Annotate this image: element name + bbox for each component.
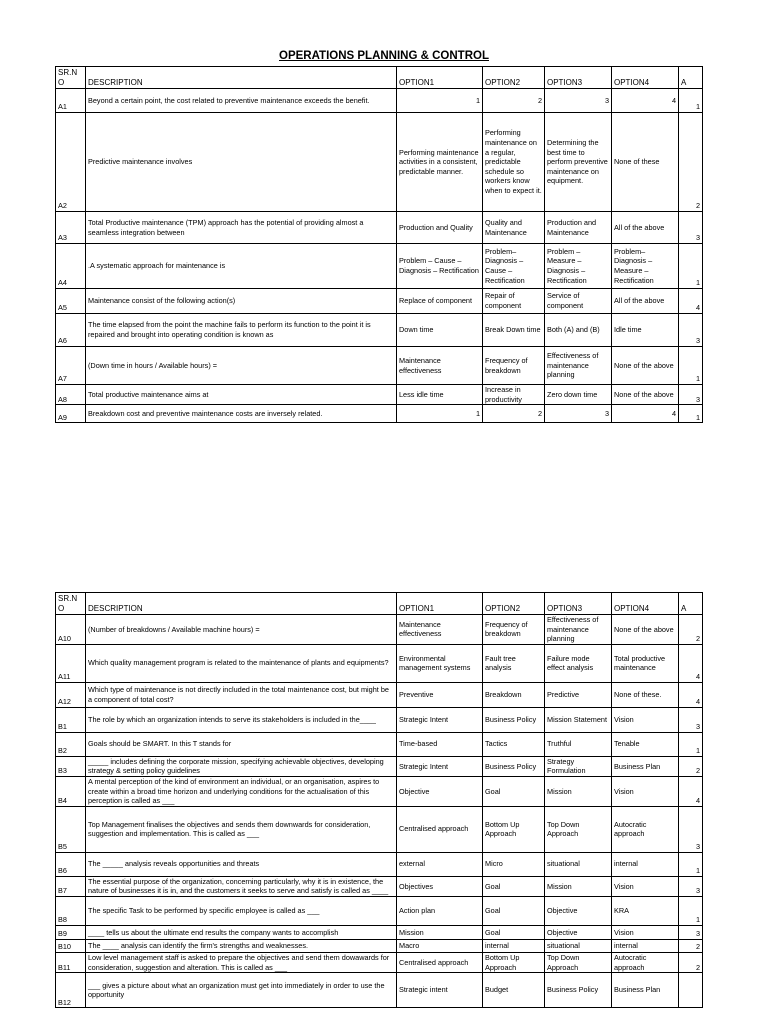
cell-sr-number: B5 — [56, 806, 86, 852]
cell-description: The time elapsed from the point the machine fails to perform its function to the point it is repaired and brought into operating condition is known as — [86, 314, 397, 347]
cell-description: Low level management staff is asked to prepare the objectives and send them dowawards for consideration, suggestion and alteration. This is called as ___ — [86, 952, 397, 972]
cell-option3: Objective — [545, 925, 612, 939]
cell-option1: Time-based — [397, 732, 483, 756]
cell-option1: Macro — [397, 939, 483, 952]
cell-option3: Failure mode effect analysis — [545, 644, 612, 682]
table-row — [56, 756, 703, 776]
cell-answer: 1 — [679, 405, 703, 423]
table-row — [56, 405, 703, 423]
cell-description: Which quality management program is related to the maintenance of plants and equipments? — [86, 644, 397, 682]
cell-option2: Micro — [483, 852, 545, 876]
cell-option1: Problem – Cause – Diagnosis – Rectification — [397, 244, 483, 289]
table-row — [56, 876, 703, 896]
cell-sr-number: B6 — [56, 852, 86, 876]
cell-option2: Budget — [483, 973, 545, 1008]
cell-option3: situational — [545, 852, 612, 876]
cell-option4: internal — [612, 939, 679, 952]
cell-description: The specific Task to be performed by specific employee is called as ___ — [86, 896, 397, 925]
cell-option3: Zero down time — [545, 385, 612, 405]
cell-description: A mental perception of the kind of environment an individual, or an organisation, aspires to create within a broad time horizon and underlying conditions for the actualisation of this perception is called as ___ — [86, 776, 397, 806]
cell-option2: Problem– Diagnosis – Cause – Rectification — [483, 244, 545, 289]
table-row — [56, 776, 703, 806]
cell-option2: Bottom Up Approach — [483, 952, 545, 972]
cell-option1: 1 — [397, 405, 483, 423]
cell-option3: Business Policy — [545, 973, 612, 1008]
cell-answer: 2 — [679, 756, 703, 776]
cell-description: (Down time in hours / Available hours) = — [86, 347, 397, 385]
cell-description: Beyond a certain point, the cost related to preventive maintenance exceeds the benefit. — [86, 89, 397, 113]
cell-option3: Both (A) and (B) — [545, 314, 612, 347]
cell-answer: 3 — [679, 806, 703, 852]
table-row — [56, 89, 703, 113]
cell-option1: Action plan — [397, 896, 483, 925]
cell-answer: 4 — [679, 289, 703, 314]
cell-option1: Preventive — [397, 682, 483, 707]
cell-option3: Problem – Measure – Diagnosis – Rectification — [545, 244, 612, 289]
cell-description: The ____ analysis can identify the firm's strengths and weaknesses. — [86, 939, 397, 952]
cell-option3: Service of component — [545, 289, 612, 314]
cell-option2: Performing maintenance on a regular, predictable schedule so workers know when to expect it. — [483, 113, 545, 212]
cell-option3: Objective — [545, 896, 612, 925]
cell-sr-number: A10 — [56, 615, 86, 645]
table-header-row — [56, 67, 703, 89]
table-row — [56, 682, 703, 707]
cell-answer: 3 — [679, 707, 703, 732]
cell-sr-number: A5 — [56, 289, 86, 314]
cell-description: Total Productive maintenance (TPM) approach has the potential of providing almost a seamless integration between — [86, 212, 397, 244]
cell-answer: 3 — [679, 385, 703, 405]
cell-sr-number: A12 — [56, 682, 86, 707]
cell-option3: Top Down Approach — [545, 806, 612, 852]
table-row — [56, 732, 703, 756]
cell-option2: Break Down time — [483, 314, 545, 347]
cell-answer: 1 — [679, 896, 703, 925]
cell-answer: 1 — [679, 89, 703, 113]
cell-option1: Less idle time — [397, 385, 483, 405]
cell-answer: 3 — [679, 314, 703, 347]
cell-option4: None of these — [612, 113, 679, 212]
cell-answer: 3 — [679, 212, 703, 244]
cell-option1: Down time — [397, 314, 483, 347]
cell-option1: Maintenance effectiveness — [397, 615, 483, 645]
cell-sr-number: A11 — [56, 644, 86, 682]
cell-option4: Business Plan — [612, 973, 679, 1008]
cell-option3: Strategy Formulation — [545, 756, 612, 776]
cell-option1: Environmental management systems — [397, 644, 483, 682]
header-description: DESCRIPTION — [86, 593, 397, 615]
cell-option1: Replace of component — [397, 289, 483, 314]
table-row — [56, 385, 703, 405]
cell-option1: Maintenance effectiveness — [397, 347, 483, 385]
table-row — [56, 244, 703, 289]
header-option4: OPTION4 — [612, 593, 679, 615]
cell-description: Top Management finalises the objectives and sends them downwards for consideration, suggestion and implementation. This is called as ___ — [86, 806, 397, 852]
cell-option2: Breakdown — [483, 682, 545, 707]
cell-option3: Determining the best time to perform preventive maintenance on equipment. — [545, 113, 612, 212]
cell-option1: Strategic intent — [397, 973, 483, 1008]
cell-sr-number: A6 — [56, 314, 86, 347]
cell-option4: Vision — [612, 707, 679, 732]
cell-option3: Mission — [545, 776, 612, 806]
table-row — [56, 644, 703, 682]
cell-description: Total productive maintenance aims at — [86, 385, 397, 405]
table-row — [56, 939, 703, 952]
table-row — [56, 212, 703, 244]
cell-option4: All of the above — [612, 289, 679, 314]
cell-option2: Quality and Maintenance — [483, 212, 545, 244]
cell-answer — [679, 973, 703, 1008]
cell-option4: None of the above — [612, 347, 679, 385]
cell-description: Goals should be SMART. In this T stands for — [86, 732, 397, 756]
header-option1: OPTION1 — [397, 67, 483, 89]
table-row — [56, 314, 703, 347]
header-description: DESCRIPTION — [86, 67, 397, 89]
cell-option2: Fault tree analysis — [483, 644, 545, 682]
cell-option2: 2 — [483, 89, 545, 113]
header-answer: A — [679, 593, 703, 615]
cell-description: ____ tells us about the ultimate end results the company wants to accomplish — [86, 925, 397, 939]
header-option3: OPTION3 — [545, 593, 612, 615]
cell-sr-number: B7 — [56, 876, 86, 896]
cell-description: Maintenance consist of the following action(s) — [86, 289, 397, 314]
cell-answer: 3 — [679, 925, 703, 939]
cell-option3: Effectiveness of maintenance planning — [545, 615, 612, 645]
page-title: OPERATIONS PLANNING & CONTROL — [279, 50, 489, 62]
cell-option4: Vision — [612, 925, 679, 939]
header-option2: OPTION2 — [483, 67, 545, 89]
table-row — [56, 925, 703, 939]
cell-sr-number: B2 — [56, 732, 86, 756]
cell-option2: Frequency of breakdown — [483, 347, 545, 385]
cell-option2: internal — [483, 939, 545, 952]
cell-option4: None of these. — [612, 682, 679, 707]
cell-answer: 4 — [679, 776, 703, 806]
cell-answer: 2 — [679, 939, 703, 952]
cell-description: The _____ analysis reveals opportunities and threats — [86, 852, 397, 876]
cell-option4: internal — [612, 852, 679, 876]
cell-description: The role by which an organization intends to serve its stakeholders is included in the____ — [86, 707, 397, 732]
cell-option1: Strategic Intent — [397, 756, 483, 776]
cell-option3: 3 — [545, 405, 612, 423]
cell-option4: Vision — [612, 776, 679, 806]
cell-description: _____ includes defining the corporate mission, specifying achievable objectives, developing strategy & setting policy guidelines — [86, 756, 397, 776]
cell-sr-number: A4 — [56, 244, 86, 289]
table-row — [56, 113, 703, 212]
cell-sr-number: B9 — [56, 925, 86, 939]
cell-option4: None of the above — [612, 385, 679, 405]
cell-option4: None of the above — [612, 615, 679, 645]
table-header-row — [56, 593, 703, 615]
cell-option4: 4 — [612, 89, 679, 113]
table-row — [56, 347, 703, 385]
cell-option3: Effectiveness of maintenance planning — [545, 347, 612, 385]
cell-sr-number: A1 — [56, 89, 86, 113]
cell-sr-number: B3 — [56, 756, 86, 776]
cell-description: Breakdown cost and preventive maintenance costs are inversely related. — [86, 405, 397, 423]
header-option4: OPTION4 — [612, 67, 679, 89]
cell-option4: Business Plan — [612, 756, 679, 776]
table-row — [56, 973, 703, 1008]
cell-option2: 2 — [483, 405, 545, 423]
cell-option1: 1 — [397, 89, 483, 113]
cell-sr-number: B8 — [56, 896, 86, 925]
cell-option3: Mission — [545, 876, 612, 896]
header-sr-number: SR.N O — [56, 593, 86, 615]
cell-answer: 2 — [679, 113, 703, 212]
cell-option4: Vision — [612, 876, 679, 896]
cell-option2: Business Policy — [483, 756, 545, 776]
cell-description: ___ gives a picture about what an organization must get into immediately in order to use the opportunity — [86, 973, 397, 1008]
cell-option1: Performing maintenance activities in a consistent, predictable manner. — [397, 113, 483, 212]
cell-option4: Total productive maintenance — [612, 644, 679, 682]
cell-description: The essential purpose of the organization, concerning particularly, why it is in existence, the nature of businesses it is in, and the customers it seeks to serve and satisfy is called as ____ — [86, 876, 397, 896]
question-table-2 — [55, 592, 703, 1008]
table-row — [56, 952, 703, 972]
cell-option4: 4 — [612, 405, 679, 423]
cell-option1: Centralised approach — [397, 952, 483, 972]
cell-option2: Increase in productivity — [483, 385, 545, 405]
cell-answer: 1 — [679, 732, 703, 756]
cell-option1: Objective — [397, 776, 483, 806]
cell-option1: Centralised approach — [397, 806, 483, 852]
table-row — [56, 896, 703, 925]
cell-description: Which type of maintenance is not directly included in the total maintenance cost, but might be a component of total cost? — [86, 682, 397, 707]
cell-option1: Objectives — [397, 876, 483, 896]
cell-sr-number: B1 — [56, 707, 86, 732]
cell-option2: Business Policy — [483, 707, 545, 732]
cell-option2: Goal — [483, 925, 545, 939]
cell-description: (Number of breakdowns / Available machine hours) = — [86, 615, 397, 645]
cell-option3: situational — [545, 939, 612, 952]
cell-option2: Bottom Up Approach — [483, 806, 545, 852]
cell-option3: Predictive — [545, 682, 612, 707]
question-table-1 — [55, 66, 703, 423]
cell-answer: 1 — [679, 347, 703, 385]
header-answer: A — [679, 67, 703, 89]
cell-option2: Repair of component — [483, 289, 545, 314]
header-sr-number: SR.N O — [56, 67, 86, 89]
cell-answer: 1 — [679, 852, 703, 876]
table-row — [56, 615, 703, 645]
cell-answer: 4 — [679, 682, 703, 707]
cell-answer: 1 — [679, 244, 703, 289]
cell-option2: Goal — [483, 776, 545, 806]
cell-answer: 3 — [679, 876, 703, 896]
table-row — [56, 707, 703, 732]
table-row — [56, 852, 703, 876]
cell-option1: Production and Quality — [397, 212, 483, 244]
cell-option4: Idle time — [612, 314, 679, 347]
cell-option2: Goal — [483, 896, 545, 925]
cell-option3: Truthful — [545, 732, 612, 756]
cell-option2: Goal — [483, 876, 545, 896]
cell-option3: 3 — [545, 89, 612, 113]
cell-sr-number: B4 — [56, 776, 86, 806]
cell-answer: 2 — [679, 952, 703, 972]
cell-option1: external — [397, 852, 483, 876]
table-row — [56, 806, 703, 852]
header-option3: OPTION3 — [545, 67, 612, 89]
cell-answer: 4 — [679, 644, 703, 682]
cell-sr-number: B12 — [56, 973, 86, 1008]
cell-option4: Problem– Diagnosis – Measure – Rectification — [612, 244, 679, 289]
header-option2: OPTION2 — [483, 593, 545, 615]
cell-sr-number: A8 — [56, 385, 86, 405]
cell-option1: Mission — [397, 925, 483, 939]
cell-sr-number: B10 — [56, 939, 86, 952]
cell-sr-number: A3 — [56, 212, 86, 244]
cell-option4: Autocratic approach — [612, 952, 679, 972]
cell-answer: 2 — [679, 615, 703, 645]
header-option1: OPTION1 — [397, 593, 483, 615]
cell-sr-number: A2 — [56, 113, 86, 212]
table-row — [56, 289, 703, 314]
cell-option4: KRA — [612, 896, 679, 925]
cell-option4: Autocratic approach — [612, 806, 679, 852]
cell-sr-number: A7 — [56, 347, 86, 385]
cell-option2: Frequency of breakdown — [483, 615, 545, 645]
cell-option4: All of the above — [612, 212, 679, 244]
cell-option4: Tenable — [612, 732, 679, 756]
cell-option2: Tactics — [483, 732, 545, 756]
cell-option3: Top Down Approach — [545, 952, 612, 972]
cell-description: .A systematic approach for maintenance is — [86, 244, 397, 289]
cell-sr-number: B11 — [56, 952, 86, 972]
cell-description: Predictive maintenance involves — [86, 113, 397, 212]
cell-option1: Strategic Intent — [397, 707, 483, 732]
cell-sr-number: A9 — [56, 405, 86, 423]
cell-option3: Mission Statement — [545, 707, 612, 732]
cell-option3: Production and Maintenance — [545, 212, 612, 244]
